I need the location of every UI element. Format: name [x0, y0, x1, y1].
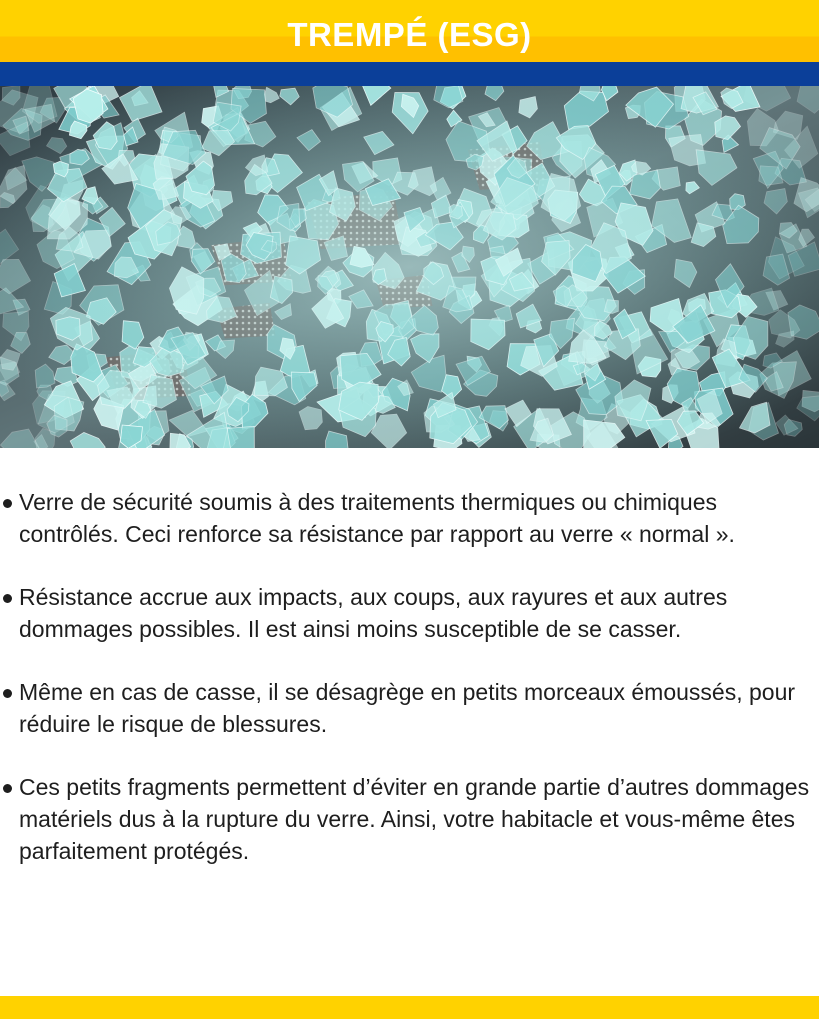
- list-item: [0, 581, 819, 645]
- page-title: TREMPÉ (ESG): [287, 16, 532, 53]
- list-item-text: Ces petits fragments permettent d’éviter en grande partie d’autres dommages matériels dus à la rupture du verre. Ainsi, votre habitacle et vous-même êtes parfaitement protégés.: [19, 774, 810, 864]
- header-banner: [0, 0, 819, 63]
- bullet-dot-icon: [3, 499, 12, 508]
- list-item-text: Même en cas de casse, il se désagrège en petits morceaux émoussés, pour réduire le risque de blessures.: [19, 679, 796, 737]
- footer-bar: [0, 996, 819, 1019]
- glass-fragments-photo: [0, 86, 819, 448]
- list-item: [0, 771, 819, 867]
- list-item: [0, 676, 819, 740]
- list-item-text: Résistance accrue aux impacts, aux coups, aux rayures et aux autres dommages possibles. Il est ainsi moins susceptible de se casser.: [19, 584, 728, 642]
- bullet-dot-icon: [3, 784, 12, 793]
- bullet-dot-icon: [3, 594, 12, 603]
- feature-list: [0, 486, 819, 898]
- list-item: [0, 486, 819, 550]
- header-blue-band: [0, 62, 819, 86]
- list-item-text: Verre de sécurité soumis à des traitements thermiques ou chimiques contrôlés. Ceci renforce sa résistance par rapport au verre « normal ».: [19, 489, 735, 547]
- bullet-dot-icon: [3, 689, 12, 698]
